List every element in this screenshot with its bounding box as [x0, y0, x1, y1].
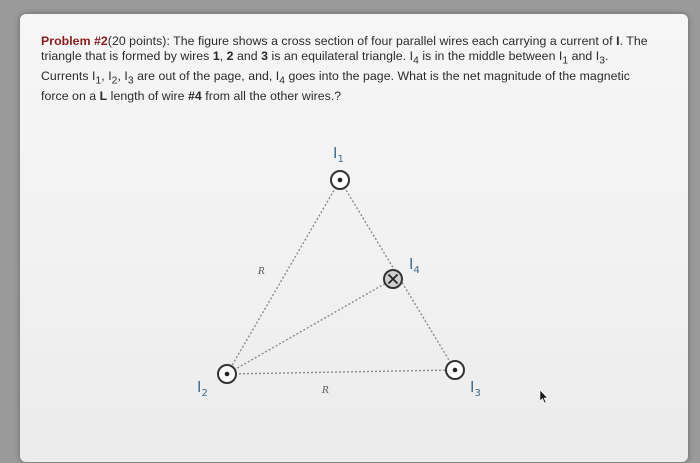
- problem-text: and I: [568, 49, 600, 64]
- problem-text: and: [233, 49, 262, 64]
- wire-1-label: $I_1$: [333, 144, 344, 165]
- side-label-left: R: [258, 267, 265, 277]
- line-2-4: [227, 279, 393, 374]
- wire-1-out-icon: [331, 171, 349, 189]
- problem-title: Problem #2: [41, 34, 108, 48]
- subscript: 3: [127, 75, 134, 87]
- wire-2-out-icon: [218, 365, 236, 383]
- wire-number: 1: [212, 49, 220, 64]
- triangle-sides: [227, 180, 455, 374]
- subscript: 3: [599, 55, 605, 67]
- problem-text: . The triangle that is formed by wires: [41, 34, 648, 64]
- mouse-cursor-icon: [537, 389, 551, 405]
- wire-4-in-icon: [384, 270, 402, 288]
- problem-text: . Currents I: [41, 49, 609, 84]
- problem-text: goes into the page. What is the net magnitude of the magnetic force on a: [41, 69, 630, 104]
- side-label-bottom: R: [322, 386, 329, 396]
- subscript: 4: [413, 55, 419, 67]
- problem-text: is an equilateral triangle. I: [268, 49, 414, 64]
- subscript: 2: [111, 75, 118, 87]
- wire-number: 3: [261, 49, 269, 64]
- wire-3-label: $I_3$: [470, 378, 481, 399]
- problem-text: from all the other wires.?: [201, 89, 342, 104]
- wire-number: #4: [188, 89, 202, 104]
- wire-4-label: $I_4$: [409, 255, 420, 276]
- current-symbol: I: [616, 34, 620, 48]
- wire-number: 2: [226, 49, 234, 64]
- problem-text: ,: [219, 49, 227, 64]
- subscript: 1: [95, 75, 102, 87]
- length-symbol: L: [99, 89, 108, 104]
- problem-text: , I: [101, 69, 112, 84]
- side-1-2: [227, 180, 340, 374]
- problem-text: , I: [117, 69, 128, 84]
- subscript: 4: [279, 75, 286, 87]
- side-2-3: [227, 370, 455, 374]
- problem-text: length of wire: [107, 89, 188, 104]
- wire-3-out-icon: [446, 361, 464, 379]
- problem-text: The figure shows a cross section of four parallel wires each carrying a current of: [169, 34, 617, 48]
- problem-text: is in the middle between I: [418, 49, 563, 64]
- problem-text: are out of the page, and, I: [133, 69, 280, 84]
- subscript: 1: [562, 55, 569, 67]
- problem-points: (20 points):: [107, 34, 170, 48]
- wire-2-label: $I_2$: [197, 378, 208, 399]
